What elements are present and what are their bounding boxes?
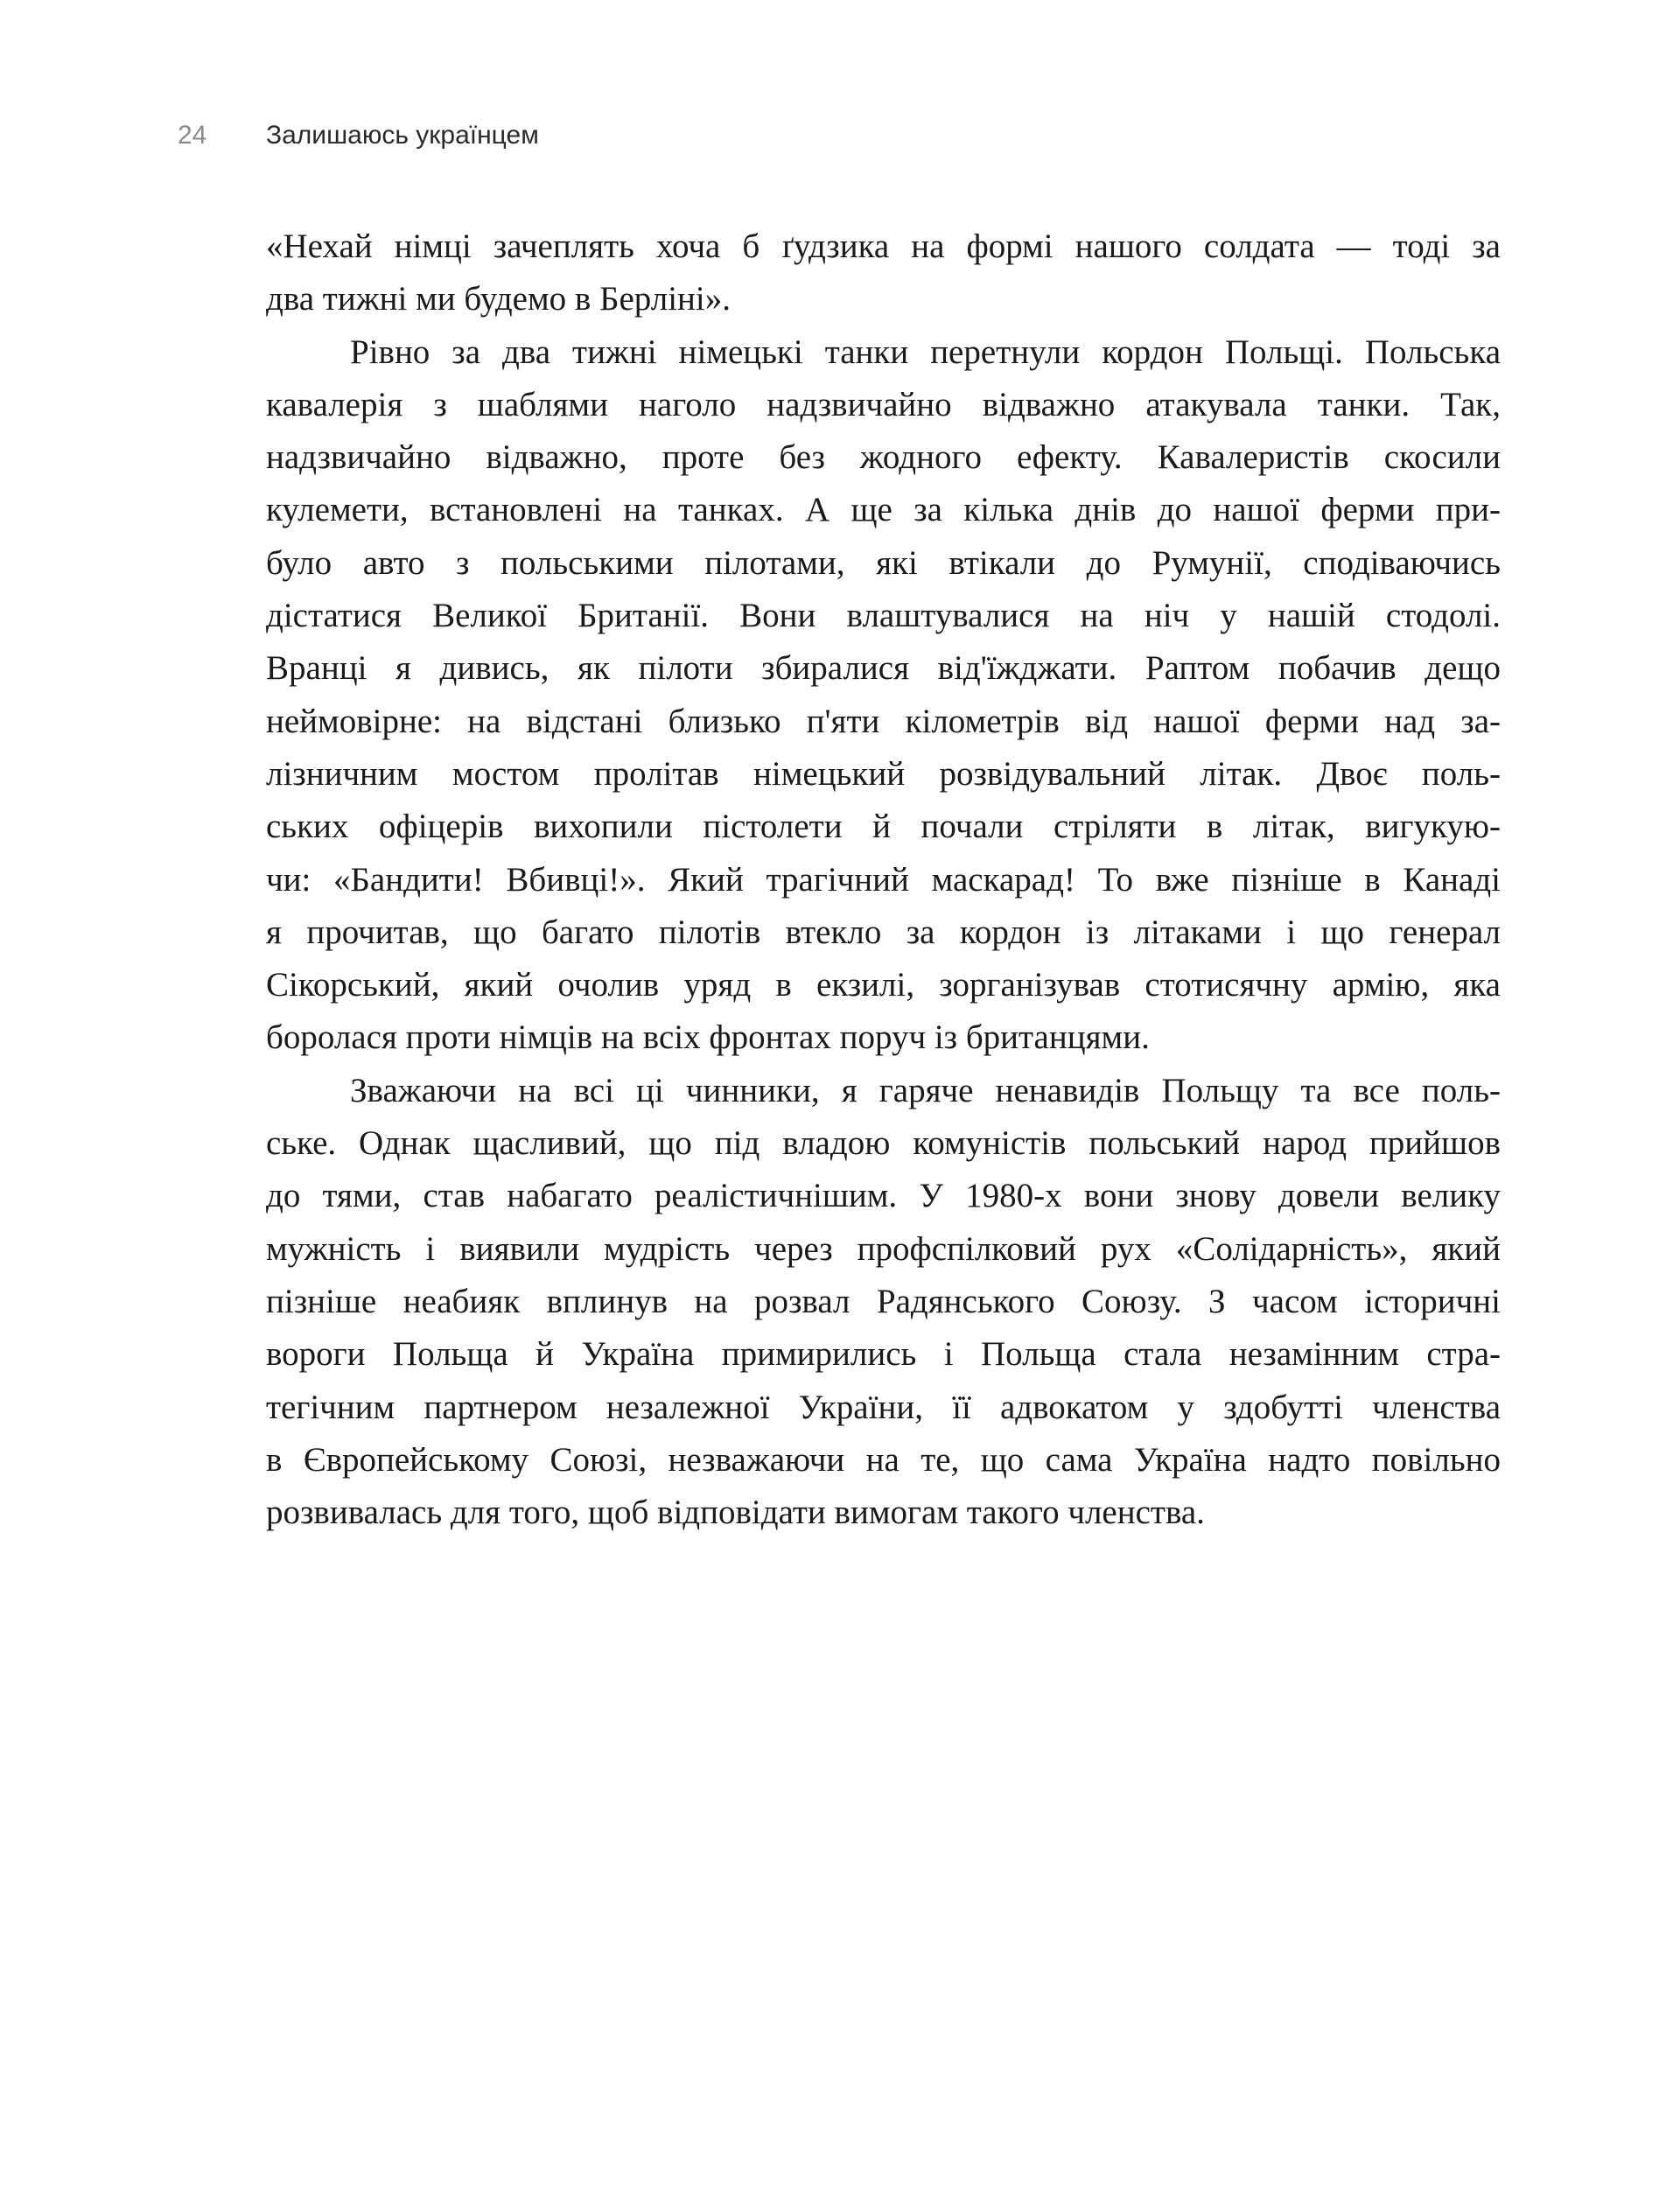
page-number: 24 bbox=[178, 121, 207, 150]
text-line bbox=[266, 1011, 1501, 1064]
text-line bbox=[266, 1223, 1501, 1276]
text-line-content: Зважаючи на всі ці чинники, я гаряче ненавидів Польщу та все поль- bbox=[350, 1071, 1501, 1109]
text-line bbox=[266, 379, 1501, 431]
text-line bbox=[266, 273, 1501, 325]
text-line-content: боролася проти німців на всіх фронтах поруч із британцями. bbox=[266, 1018, 1150, 1057]
text-line bbox=[266, 642, 1501, 695]
text-line bbox=[266, 220, 1501, 273]
text-line bbox=[266, 959, 1501, 1011]
text-line bbox=[266, 1382, 1501, 1434]
text-line-content: в Європейському Союзі, незважаючи на те, що сама Україна надто повільно bbox=[266, 1440, 1501, 1479]
running-header bbox=[0, 121, 1680, 156]
text-line-content: пізніше неабияк вплинув на розвал Радянського Союзу. З часом історичні bbox=[266, 1282, 1501, 1320]
text-line-content: вороги Польща й Україна примирились і Польща стала незамінним стра- bbox=[266, 1335, 1501, 1374]
text-line bbox=[266, 748, 1501, 801]
text-line bbox=[266, 696, 1501, 748]
text-line-content: ське. Однак щасливий, що під владою комуністів польський народ прийшов bbox=[266, 1124, 1501, 1163]
text-line-content: дістатися Великої Британії. Вони влаштувалися на ніч у нашій стодолі. bbox=[266, 597, 1501, 635]
text-line bbox=[266, 537, 1501, 590]
text-line bbox=[266, 1065, 1501, 1117]
body-text bbox=[266, 220, 1501, 1539]
text-line bbox=[266, 801, 1501, 853]
text-line-content: неймовірне: на відстані близько п'яти кілометрів від нашої ферми над за- bbox=[266, 702, 1501, 740]
text-line-content: Рівно за два тижні німецькі танки перетнули кордон Польщі. Польська bbox=[350, 332, 1501, 371]
text-line-content: мужність і виявили мудрість через профспілковий рух «Солідарність», який bbox=[266, 1229, 1501, 1268]
paragraph bbox=[266, 326, 1501, 1065]
paragraph bbox=[266, 220, 1501, 326]
paragraph bbox=[266, 1065, 1501, 1540]
text-line bbox=[266, 1328, 1501, 1381]
text-line-content: чи: «Бандити! Вбивці!». Який трагічний маскарад! То вже пізніше в Канаді bbox=[266, 860, 1501, 899]
text-line-content: надзвичайно відважно, проте без жодного ефекту. Кавалеристів скосили bbox=[266, 438, 1501, 477]
text-line bbox=[266, 326, 1501, 379]
text-line bbox=[266, 1170, 1501, 1222]
text-line bbox=[266, 590, 1501, 642]
text-line-content: кавалерія з шаблями наголо надзвичайно відважно атакувала танки. Так, bbox=[266, 385, 1501, 423]
text-line-content: Вранці я дивись, як пілоти збиралися від'їжджати. Раптом побачив дещо bbox=[266, 649, 1501, 688]
text-line-content: лізничним мостом пролітав німецький розвідувальний літак. Двоє поль- bbox=[266, 754, 1501, 793]
text-line-content: тегічним партнером незалежної України, її адвокатом у здобутті членства bbox=[266, 1388, 1501, 1426]
text-line bbox=[266, 484, 1501, 536]
text-line bbox=[266, 1434, 1501, 1487]
text-line bbox=[266, 431, 1501, 484]
text-line-content: кулемети, встановлені на танках. А ще за кілька днів до нашої ферми при- bbox=[266, 491, 1501, 529]
text-line-content: два тижні ми будемо в Берліні». bbox=[266, 280, 732, 318]
text-line bbox=[266, 1117, 1501, 1170]
text-line-content: розвивалась для того, щоб відповідати вимогам такого членства. bbox=[266, 1494, 1205, 1532]
text-line bbox=[266, 854, 1501, 906]
text-line-content: «Нехай німці зачеплять хоча б ґудзика на формі нашого солдата — тоді за bbox=[266, 227, 1501, 265]
text-line bbox=[266, 1487, 1501, 1539]
text-line bbox=[266, 1276, 1501, 1328]
text-line bbox=[266, 906, 1501, 959]
text-line-content: я прочитав, що багато пілотів втекло за кордон із літаками і що генерал bbox=[266, 913, 1501, 951]
text-line-content: до тями, став набагато реалістичнішим. У 1980-х вони знову довели велику bbox=[266, 1177, 1501, 1215]
text-line-content: ських офіцерів вихопили пістолети й почали стріляти в літак, вигукую- bbox=[266, 808, 1501, 846]
running-title: Залишаюсь українцем bbox=[266, 121, 539, 150]
text-line-content: Сікорський, який очолив уряд в екзилі, зорганізував стотисячну армію, яка bbox=[266, 966, 1501, 1004]
text-line-content: було авто з польськими пілотами, які втікали до Румунії, сподіваючись bbox=[266, 543, 1501, 582]
